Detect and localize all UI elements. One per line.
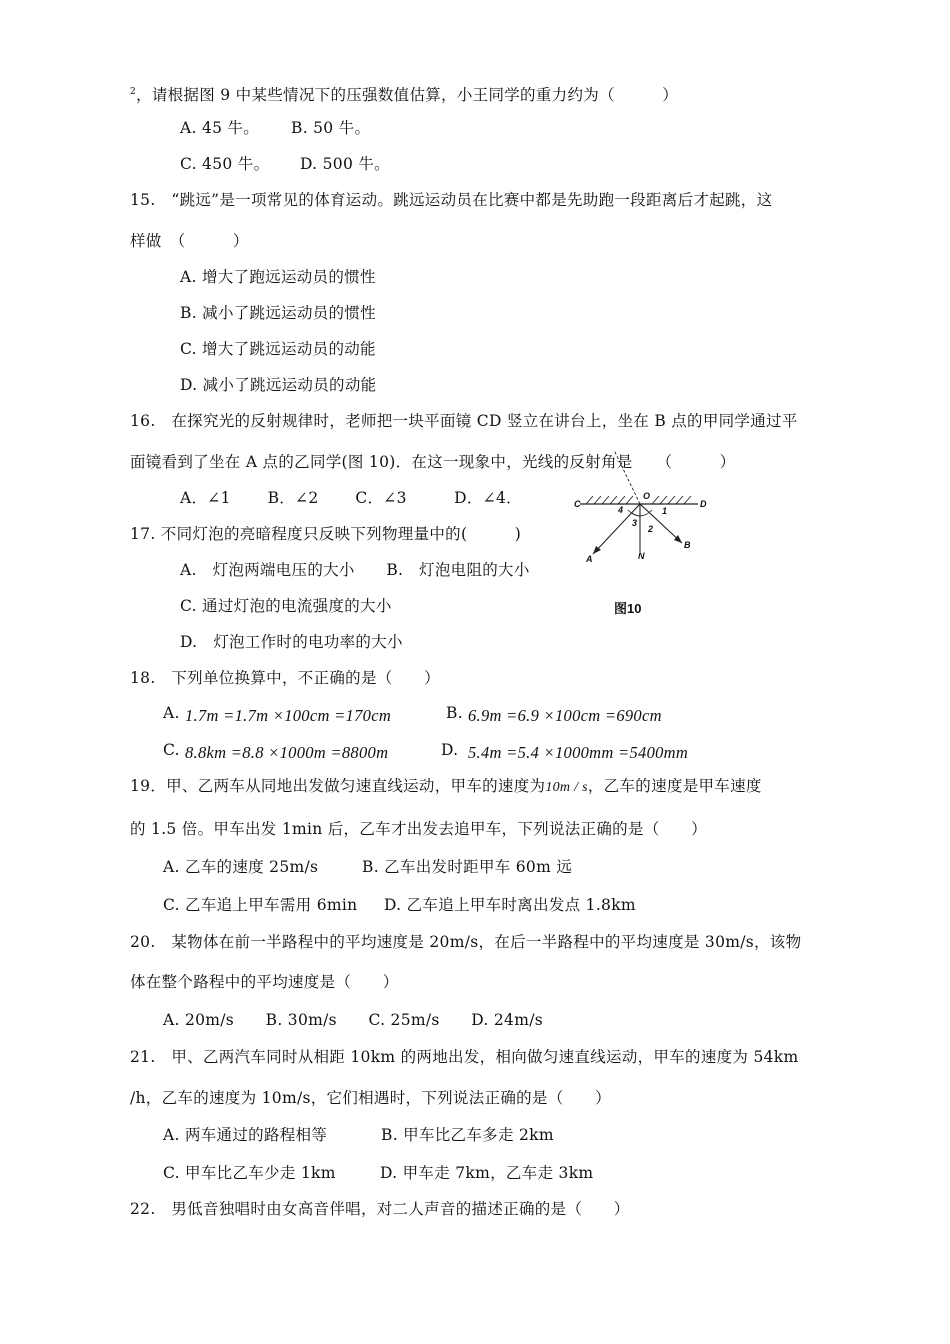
q19-speed: 10m / s bbox=[545, 780, 588, 795]
q15-option-c: C. 增大了跳远运动员的动能 bbox=[180, 340, 376, 358]
q14-option-b: B. 50 牛。 bbox=[291, 119, 371, 137]
figure-caption: 图10 bbox=[614, 601, 642, 616]
q15-option-b: B. 减小了跳远运动员的惯性 bbox=[180, 304, 376, 322]
ray-from-b bbox=[640, 504, 682, 543]
label-c: C bbox=[574, 499, 581, 509]
virtual-ray bbox=[614, 450, 640, 504]
q14-text: ，请根据图 9 中某些情况下的压强数值估算，小王同学的重力约为（ ） bbox=[136, 86, 679, 105]
q18-option-b-label: B. bbox=[446, 704, 463, 722]
q18-option-d-label: D. bbox=[441, 741, 459, 759]
q19-text-a: 19．甲、乙两车从同地出发做匀速直线运动，甲车的速度为 bbox=[130, 777, 546, 795]
q19-text-b: ，乙车的速度是甲车速度 bbox=[587, 777, 762, 795]
q22-stem: 22. 男低音独唱时由女高音伴唱，对二人声音的描述正确的是（ ） bbox=[130, 1200, 630, 1218]
q21-option-d: D. 甲车走 7km，乙车走 3km bbox=[380, 1164, 594, 1182]
q21-option-c: C. 甲车比乙车少走 1km bbox=[163, 1164, 336, 1182]
label-o: O bbox=[643, 491, 651, 501]
reflection-diagram-svg bbox=[566, 440, 716, 600]
q19-stem-line1 bbox=[130, 775, 762, 799]
label-a: A bbox=[586, 554, 593, 564]
q16-stem-line2: 面镜看到了坐在 A 点的乙同学(图 10)．在这一现象中，光线的反射角是 （ ） bbox=[130, 453, 736, 471]
q19-option-d: D. 乙车追上甲车时离出发点 1.8km bbox=[384, 896, 636, 914]
label-angle-1: 1 bbox=[662, 506, 668, 516]
q14-stem bbox=[130, 81, 678, 106]
q17-option-c: C. 通过灯泡的电流强度的大小 bbox=[180, 597, 392, 615]
q19-stem-line2: 的 1.5 倍。甲车出发 1min 后，乙车才出发去追甲车，下列说法正确的是（ ） bbox=[130, 820, 707, 838]
q14-option-d: D. 500 牛。 bbox=[300, 155, 390, 173]
q15-option-a: A. 增大了跑远运动员的惯性 bbox=[180, 268, 376, 286]
q17-stem: 17. 不同灯泡的亮暗程度只反映下列物理量中的( ) bbox=[130, 525, 522, 543]
label-d: D bbox=[700, 499, 707, 509]
q19-option-c: C. 乙车追上甲车需用 6min bbox=[163, 896, 358, 914]
label-n: N bbox=[638, 551, 645, 561]
q18-option-d-math: 5.4m =5.4 ×1000mm =5400mm bbox=[468, 743, 689, 762]
q18-option-c-label: C. bbox=[163, 741, 180, 759]
q18-option-a-math: 1.7m =1.7m ×100cm =170cm bbox=[185, 706, 392, 725]
q17-options-ab: A. 灯泡两端电压的大小 B. 灯泡电阻的大小 bbox=[180, 561, 530, 579]
q20-stem-line2: 体在整个路程中的平均速度是（ ） bbox=[130, 973, 399, 991]
q18-option-b-math: 6.9m =6.9 ×100cm =690cm bbox=[468, 706, 662, 725]
q16-stem-line1: 16. 在探究光的反射规律时，老师把一块平面镜 CD 竖立在讲台上，坐在 B 点的甲同学通过平 bbox=[130, 412, 798, 430]
q18-stem: 18. 下列单位换算中，不正确的是（ ） bbox=[130, 669, 440, 687]
q19-option-a: A. 乙车的速度 25m/s bbox=[163, 858, 319, 876]
q14-option-c: C. 450 牛。 bbox=[180, 155, 270, 173]
figure-10-reflection-diagram bbox=[566, 440, 716, 630]
q15-option-d: D. 减小了跳远运动员的动能 bbox=[180, 376, 377, 394]
label-angle-2: 2 bbox=[648, 524, 654, 534]
q17-option-d: D. 灯泡工作时的电功率的大小 bbox=[180, 633, 403, 651]
q15-stem-line1: 15. “跳远”是一项常见的体育运动。跳远运动员在比赛中都是先助跑一段距离后才起跳，这 bbox=[130, 191, 773, 209]
q18-option-c-math: 8.8km =8.8 ×1000m =8800m bbox=[185, 743, 389, 762]
q21-stem-line2: /h，乙车的速度为 10m/s，它们相遇时，下列说法正确的是（ ） bbox=[130, 1089, 611, 1107]
q15-stem-line2: 样做 （ ） bbox=[130, 232, 249, 250]
q21-option-a: A. 两车通过的路程相等 bbox=[163, 1126, 328, 1144]
label-b: B bbox=[684, 540, 691, 550]
q21-stem-line1: 21. 甲、乙两汽车同时从相距 10km 的两地出发，相向做匀速直线运动，甲车的速度为 54km bbox=[130, 1048, 799, 1066]
ray-to-a bbox=[593, 504, 640, 554]
label-angle-3: 3 bbox=[632, 518, 638, 528]
q14-superscript: 2 bbox=[130, 87, 137, 97]
q19-option-b: B. 乙车出发时距甲车 60m 远 bbox=[362, 858, 573, 876]
mirror-hatching bbox=[586, 496, 691, 504]
q16-options: A．∠1 B．∠2 C．∠3 D．∠4． bbox=[180, 489, 522, 507]
q20-options: A. 20m/s B. 30m/s C. 25m/s D. 24m/s bbox=[163, 1011, 543, 1029]
label-angle-4: 4 bbox=[618, 505, 624, 515]
q14-option-a: A. 45 牛。 bbox=[180, 119, 260, 137]
q21-option-b: B. 甲车比乙车多走 2km bbox=[381, 1126, 554, 1144]
q20-stem-line1: 20. 某物体在前一半路程中的平均速度是 20m/s，在后一半路程中的平均速度是 30m/s，该物 bbox=[130, 933, 802, 951]
q18-option-a-label: A. bbox=[163, 704, 180, 722]
